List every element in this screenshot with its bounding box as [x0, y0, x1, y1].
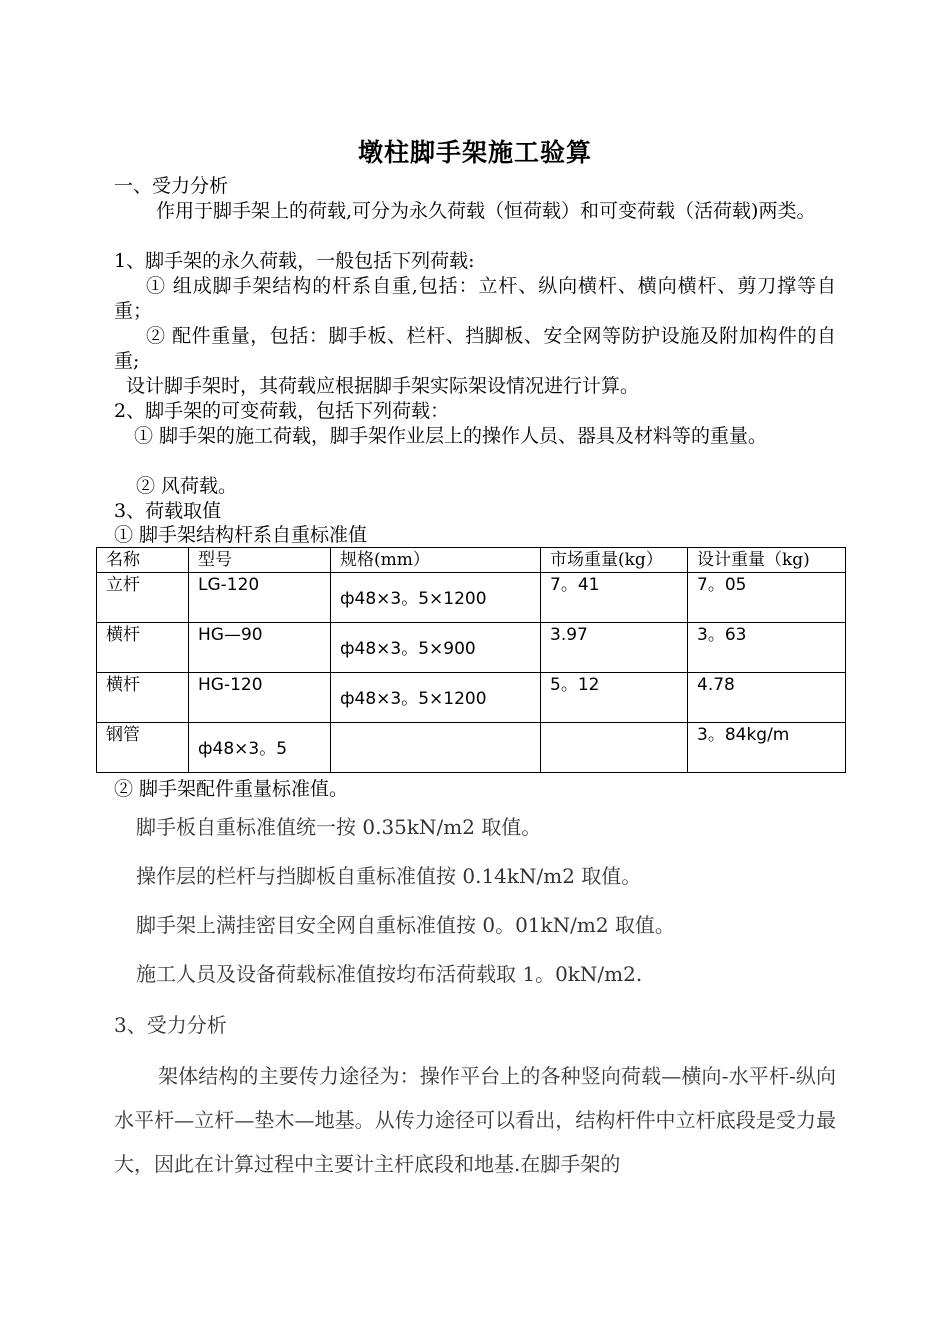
table-header-cell: 设计重量（kg) [688, 548, 846, 573]
permanent-load-heading: 1、脚手架的永久荷载，一般包括下列荷载: [114, 250, 475, 272]
table-cell-spec [331, 573, 541, 623]
table-cell-model [189, 723, 331, 773]
table-cell-spec [331, 673, 541, 723]
table-cell-market: 5。12 [541, 673, 688, 723]
spec-value: ф48×3。5×1200 [340, 589, 487, 609]
table-cell-spec [331, 623, 541, 673]
variable-load-item-2: ② 风荷载。 [136, 475, 238, 497]
table-cell-design: 3。84kg/m [688, 723, 846, 773]
table-cell-model: HG—90 [189, 623, 331, 673]
spec-value: ф48×3。5×1200 [340, 689, 487, 709]
table-header-row [97, 548, 846, 573]
table-row [97, 673, 846, 723]
section-1-intro: 作用于脚手架上的荷载,可分为永久荷载（恒荷载）和可变荷载（活荷载)两类。 [156, 200, 816, 222]
load-value-construction: 施工人员及设备荷载标准值按均布活荷载取 1。0kN/m2. [136, 962, 643, 986]
table-cell-design: 7。05 [688, 573, 846, 623]
variable-load-heading: 2、脚手架的可变荷载，包括下列荷载： [114, 400, 450, 422]
model-value: ф48×3。5 [198, 739, 288, 759]
section-3-heading: 3、受力分析 [114, 1013, 227, 1037]
variable-load-item-1: ① 脚手架的施工荷载，脚手架作业层上的操作人员、器具及材料等的重量。 [134, 425, 768, 447]
table-row [97, 623, 846, 673]
table-cell-design: 4.78 [688, 673, 846, 723]
load-value-scaffold-board: 脚手板自重标准值统一按 0.35kN/m2 取值。 [136, 815, 542, 839]
table-cell-name: 横杆 [97, 673, 189, 723]
table-header-cell: 型号 [189, 548, 331, 573]
permanent-load-item-1: ① 组成脚手架结构的杆系自重,包括：立杆、纵向横杆、横向横杆、剪刀撑等自重； [114, 275, 836, 322]
table-cell-name: 横杆 [97, 623, 189, 673]
table-row [97, 573, 846, 623]
permanent-load-note: 设计脚手架时，其荷载应根据脚手架实际架设情况进行计算。 [126, 375, 640, 397]
load-value-safety-net: 脚手架上满挂密目安全网自重标准值按 0。01kN/m2 取值。 [136, 913, 675, 937]
table-cell-market: 3.97 [541, 623, 688, 673]
load-values-sub-1: ① 脚手架结构杆系自重标准值 [114, 524, 368, 546]
table-cell-market: 7。41 [541, 573, 688, 623]
document-title: 墩柱脚手架施工验算 [357, 138, 592, 167]
load-value-railing: 操作层的栏杆与挡脚板自重标准值按 0.14kN/m2 取值。 [136, 864, 642, 888]
section-3-body: 架体结构的主要传力途径为：操作平台上的各种竖向荷载—横向-水平杆-纵向水平杆—立杆—垫木—地基。从传力途径可以看出，结构杆件中立杆底段是受力最大，因此在计算过程中主要计主杆底段和地基.在脚手架的 [114, 1064, 836, 1176]
load-values-sub-2: ② 脚手架配件重量标准值。 [114, 778, 349, 800]
table-header-cell: 市场重量(kg） [541, 548, 688, 573]
table-cell-name: 立杆 [97, 573, 189, 623]
table-header-cell: 规格(mm） [331, 548, 541, 573]
table-cell-name: 钢管 [97, 723, 189, 773]
table-header-cell: 名称 [97, 548, 189, 573]
load-values-heading: 3、荷载取值 [114, 500, 222, 522]
spec-value: ф48×3。5×900 [340, 639, 476, 659]
permanent-load-item-2: ② 配件重量，包括：脚手板、栏杆、挡脚板、安全网等防护设施及附加构件的自重; [114, 325, 836, 372]
section-1-heading: 一、受力分析 [114, 175, 229, 197]
table-cell-spec [331, 723, 541, 773]
table-cell-model: HG-120 [189, 673, 331, 723]
member-weight-table [96, 547, 846, 773]
table-row [97, 723, 846, 773]
table-cell-market [541, 723, 688, 773]
table-cell-design: 3。63 [688, 623, 846, 673]
table-cell-model: LG-120 [189, 573, 331, 623]
